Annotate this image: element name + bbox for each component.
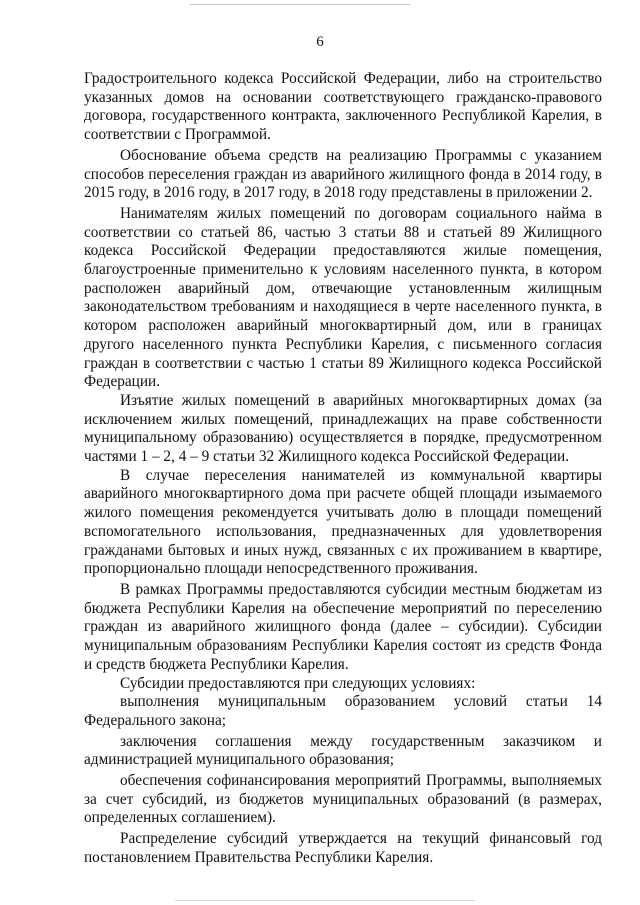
- paragraph-5: В случае переселения нанимателей из коммунальной квартиры аварийного многоквартирного дома при расчете общей площади изымаемого жилого помещения рекомендуется учитывать долю в площади помещений вспомогательного использования, предназначенных для удовлетворения гражданами бытовых и иных нужд, связанных с их проживанием в квартире, пропорционально площади непосредственного проживания.: [84, 466, 602, 578]
- paragraph-2: Обоснование объема средств на реализацию Программы с указанием способов переселения граждан из аварийного жилищного фонда в 2014 году, в 2015 году, в 2016 году, в 2017 году, в 2018 году представлены в приложении 2.: [84, 146, 602, 202]
- scan-edge-bottom: [175, 900, 475, 901]
- paragraph-11: Распределение субсидий утверждается на текущий финансовый год постановлением Правительства Республики Карелия.: [84, 830, 602, 866]
- paragraph-10: обеспечения софинансирования мероприятий Программы, выполняемых за счет субсидий, из бюджетов муниципальных образований (в размерах, определенных соглашением).: [84, 772, 602, 827]
- paragraph-6: В рамках Программы предоставляются субсидии местным бюджетам из бюджета Республики Карелия на обеспечение мероприятий по переселению граждан из аварийного жилищного фонда (далее – субсидии). Субсидии муниципальным образованиям Республики Карелия состоят из средств Фонда и средств бюджета Республики Карелия.: [84, 580, 602, 673]
- paragraph-3: Нанимателям жилых помещений по договорам социального найма в соответствии со статьей 86, частью 3 статьи 88 и статьей 89 Жилищного кодекса Российской Федерации предоставляются жилые помещения, благоустроенные применительно к условиям населенного пункта, в котором расположен аварийный дом, отвечающие установленным жилищным законодательством требованиям и находящиеся в черте населенного пункта, в котором расположен аварийный многоквартирный дом, или в границах другого населенного пункта Республики Карелия, с письменного согласия граждан в соответствии с частью 1 статьи 89 Жилищного кодекса Российской Федерации.: [84, 204, 602, 391]
- paragraph-9: заключения соглашения между государственным заказчиком и администрацией муниципального образования;: [84, 732, 602, 769]
- page-number: 6: [316, 34, 324, 50]
- scan-edge-top: [190, 4, 410, 5]
- paragraph-4: Изъятие жилых помещений в аварийных многоквартирных домах (за исключением жилых помещений, принадлежащих на праве собственности муниципальному образованию) осуществляется в порядке, предусмотренном частями 1 – 2, 4 – 9 статьи 32 Жилищного кодекса Российской Федерации.: [84, 391, 602, 466]
- paragraph-8: выполнения муниципальным образованием условий статьи 14 Федерального закона;: [84, 693, 602, 729]
- paragraph-7: Субсидии предоставляются при следующих условиях:: [120, 674, 476, 692]
- paragraph-1: Градостроительного кодекса Российской Федерации, либо на строительство указанных домов на основании соответствующего гражданско-правового договора, государственного контракта, заключенного Республикой Карелия, в соответствии с Программой.: [84, 70, 602, 144]
- document-body: [84, 70, 602, 868]
